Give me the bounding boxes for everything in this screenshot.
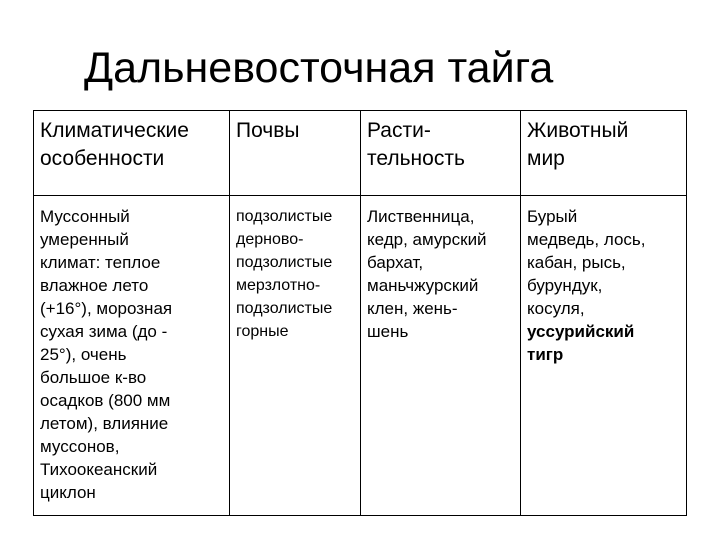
climate-line: большое к-во (40, 368, 147, 387)
header-fauna-line-2: мир (527, 147, 565, 170)
climate-line: (+16°), морозная (40, 299, 173, 318)
fauna-line: Бурый (527, 207, 578, 226)
table-header-row (34, 111, 687, 196)
cell-climate (34, 196, 230, 516)
climate-line: климат: теплое (40, 253, 161, 272)
header-vegetation-line-1: Расти- (367, 119, 431, 142)
climate-line: циклон (40, 483, 96, 502)
header-fauna (521, 111, 687, 196)
header-vegetation-line-2: тельность (367, 147, 465, 170)
climate-line: сухая зима (до - (40, 322, 168, 341)
soil-line: горные (236, 323, 289, 340)
fauna-line: кабан, рысь, (527, 253, 626, 272)
soil-line: подзолистые (236, 254, 333, 271)
fauna-line-highlight: уссурийский (527, 322, 635, 341)
flora-line: маньчжурский (367, 276, 479, 295)
fauna-line: бурундук, (527, 276, 603, 295)
climate-line: Тихоокеанский (40, 460, 158, 479)
header-soils (230, 111, 361, 196)
climate-line: 25°), очень (40, 345, 127, 364)
climate-line: осадков (800 мм (40, 391, 171, 410)
climate-line: летом), влияние (40, 414, 169, 433)
flora-line: клен, жень- (367, 299, 458, 318)
header-climate (34, 111, 230, 196)
fauna-line-highlight: тигр (527, 345, 564, 364)
climate-line: умеренный (40, 230, 129, 249)
taiga-table (33, 110, 687, 516)
header-climate-line-2: особенности (40, 147, 165, 170)
climate-line: влажное лето (40, 276, 149, 295)
soil-line: подзолистые (236, 300, 333, 317)
climate-line: Муссонный (40, 207, 130, 226)
table-row (34, 196, 687, 516)
cell-vegetation (361, 196, 521, 516)
flora-line: бархат, (367, 253, 424, 272)
header-climate-line-1: Климатические (40, 119, 189, 142)
cell-soils (230, 196, 361, 516)
soil-line: мерзлотно- (236, 277, 321, 294)
soil-line: дерново- (236, 231, 304, 248)
flora-line: кедр, амурский (367, 230, 487, 249)
flora-line: Лиственница, (367, 207, 475, 226)
fauna-line: косуля, (527, 299, 585, 318)
header-soils-line-1: Почвы (236, 119, 300, 142)
soil-line: подзолистые (236, 208, 333, 225)
header-fauna-line-1: Животный (527, 119, 629, 142)
fauna-line: медведь, лось, (527, 230, 646, 249)
page-title: Дальневосточная тайга (84, 44, 554, 92)
flora-line: шень (367, 322, 409, 341)
climate-line: муссонов, (40, 437, 120, 456)
cell-fauna (521, 196, 687, 516)
header-vegetation (361, 111, 521, 196)
